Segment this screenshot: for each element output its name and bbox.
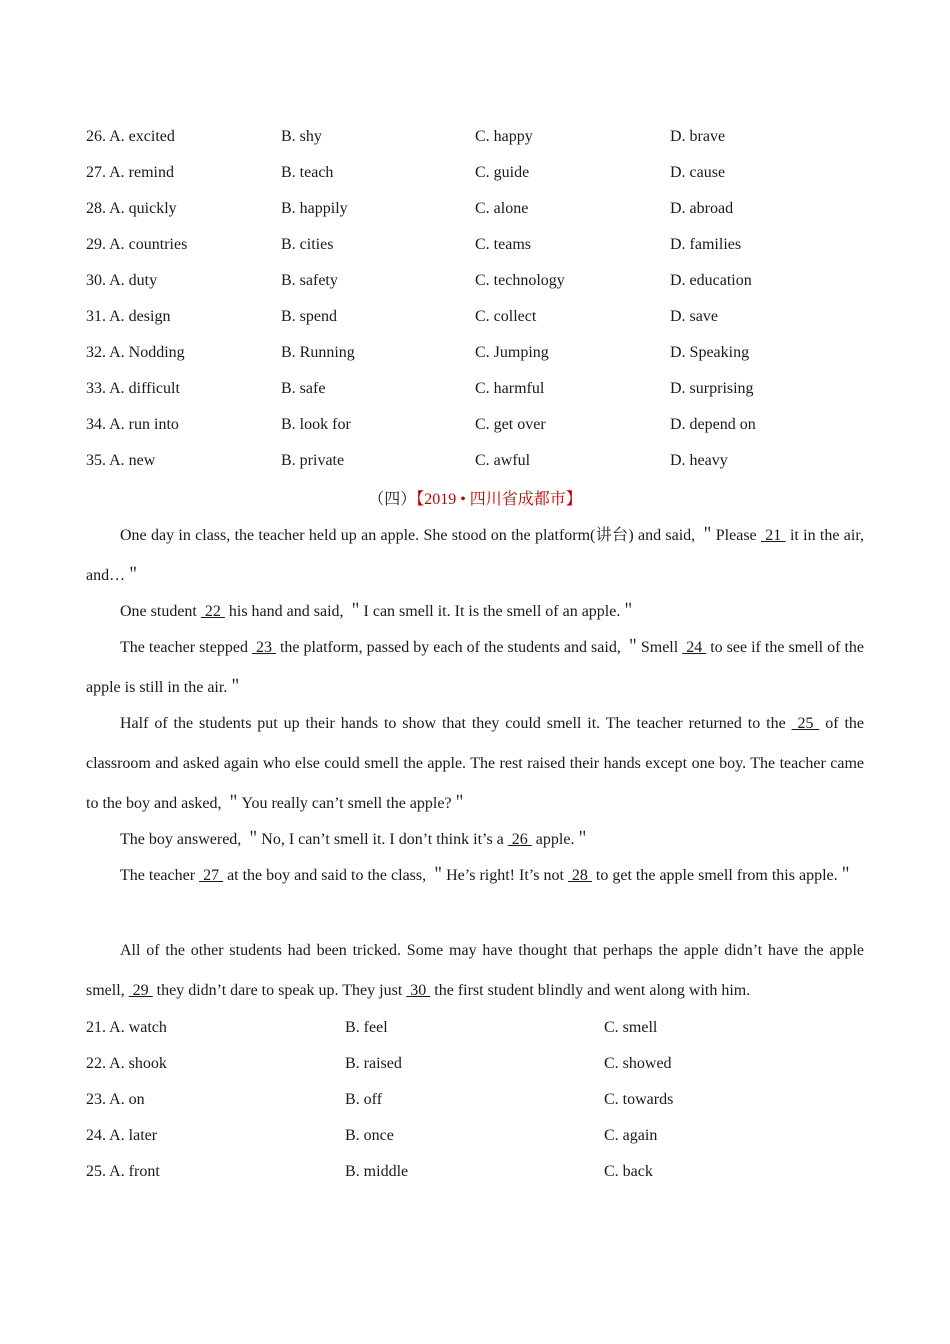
text: The boy answered, ＂No, I can’t smell it. I don’t think it’s a: [120, 831, 508, 848]
blank-28: 28: [567, 867, 592, 884]
option-a: 24. A. later: [86, 1127, 158, 1144]
option-a: 21. A. watch: [86, 1019, 167, 1036]
option-d: D. abroad: [670, 200, 734, 217]
option-b: B. off: [345, 1091, 383, 1108]
text: All of the other students had been tricked. Some may have thought that perhaps the apple didn’t have the apple smell,: [86, 942, 864, 999]
blank-25: 25: [791, 715, 820, 732]
option-b: B. safe: [281, 380, 326, 397]
option-b: B. shy: [281, 128, 322, 145]
text: One student: [120, 603, 201, 620]
blank-22: 22: [200, 603, 225, 620]
passage-paragraph-3: [86, 628, 864, 708]
option-c: C. collect: [475, 308, 537, 325]
section-source: 【2019 • 四川省成都市】: [416, 491, 582, 508]
blank-30: 30: [406, 982, 431, 999]
text: to see if the smell of the apple is still in the air.＂: [86, 639, 865, 696]
option-d: D. families: [670, 236, 742, 253]
blank-21: 21: [760, 527, 786, 544]
option-c: C. smell: [604, 1019, 658, 1036]
option-b: B. safety: [281, 272, 338, 289]
option-b: B. happily: [281, 200, 348, 217]
option-a: 34. A. run into: [86, 416, 179, 433]
passage-paragraph-5: [86, 820, 864, 860]
option-a: 33. A. difficult: [86, 380, 180, 397]
text: One day in class, the teacher held up an apple. She stood on the platform(讲台) and said, ＂Please: [120, 527, 761, 544]
option-a: 23. A. on: [86, 1091, 145, 1108]
option-c: C. again: [604, 1127, 658, 1144]
option-d: D. Speaking: [670, 344, 750, 361]
option-c: C. technology: [475, 272, 565, 289]
passage-paragraph-6: [86, 856, 864, 896]
option-a: 25. A. front: [86, 1163, 160, 1180]
option-d: D. save: [670, 308, 718, 325]
option-b: B. spend: [281, 308, 337, 325]
option-c: C. harmful: [475, 380, 545, 397]
option-a: 26. A. excited: [86, 128, 175, 145]
option-b: B. raised: [345, 1055, 402, 1072]
option-b: B. feel: [345, 1019, 388, 1036]
option-d: D. brave: [670, 128, 726, 145]
text: the first student blindly and went along with him.: [430, 982, 751, 999]
text: The teacher: [120, 867, 200, 884]
option-a: 29. A. countries: [86, 236, 188, 253]
option-a: 30. A. duty: [86, 272, 158, 289]
text: his hand and said, ＂I can smell it. It is the smell of an apple.＂: [224, 603, 637, 620]
option-d: D. surprising: [670, 380, 754, 397]
text: of the classroom and asked again who else could smell the apple. The rest raised their hands except one boy. The teacher came to the boy and asked, ＂You really can’t smell the apple?＂: [86, 715, 864, 812]
text: at the boy and said to the class, ＂He’s right! It’s not: [223, 867, 568, 884]
blank-26: 26: [507, 831, 532, 848]
option-c: C. showed: [604, 1055, 672, 1072]
text: it in the air, and…＂: [86, 527, 865, 584]
option-d: D. cause: [670, 164, 726, 181]
option-c: C. towards: [604, 1091, 674, 1108]
option-b: B. middle: [345, 1163, 409, 1180]
blank-24: 24: [682, 639, 707, 656]
passage-paragraph-7: [86, 931, 864, 1011]
option-c: C. back: [604, 1163, 653, 1180]
option-d: D. education: [670, 272, 752, 289]
passage-paragraph-2: [86, 592, 864, 632]
text: Half of the students put up their hands to show that they could smell it. The teacher returned to the: [120, 715, 792, 732]
text: they didn’t dare to speak up. They just: [152, 982, 407, 999]
blank-23: 23: [251, 639, 276, 656]
option-c: C. alone: [475, 200, 529, 217]
passage-paragraph-1: [86, 516, 864, 596]
option-c: C. happy: [475, 128, 533, 145]
option-c: C. get over: [475, 416, 546, 433]
option-a: 28. A. quickly: [86, 200, 177, 217]
option-d: D. depend on: [670, 416, 756, 433]
option-b: B. Running: [281, 344, 355, 361]
option-c: C. awful: [475, 452, 531, 469]
option-b: B. once: [345, 1127, 394, 1144]
option-c: C. Jumping: [475, 344, 549, 361]
option-c: C. guide: [475, 164, 530, 181]
option-b: B. teach: [281, 164, 334, 181]
passage-paragraph-4: [86, 704, 864, 824]
text: The teacher stepped: [120, 639, 252, 656]
option-d: D. heavy: [670, 452, 728, 469]
text: the platform, passed by each of the students and said, ＂Smell: [275, 639, 683, 656]
option-b: B. private: [281, 452, 345, 469]
option-b: B. look for: [281, 416, 351, 433]
option-a: 32. A. Nodding: [86, 344, 185, 361]
text: to get the apple smell from this apple.＂: [591, 867, 854, 884]
section-heading: [86, 489, 864, 511]
option-a: 35. A. new: [86, 452, 156, 469]
option-c: C. teams: [475, 236, 531, 253]
section-label: （四）: [368, 491, 417, 508]
blank-27: 27: [199, 867, 224, 884]
option-a: 27. A. remind: [86, 164, 174, 181]
text: apple.＂: [531, 831, 591, 848]
option-a: 31. A. design: [86, 308, 171, 325]
option-b: B. cities: [281, 236, 334, 253]
option-a: 22. A. shook: [86, 1055, 167, 1072]
blank-29: 29: [128, 982, 153, 999]
